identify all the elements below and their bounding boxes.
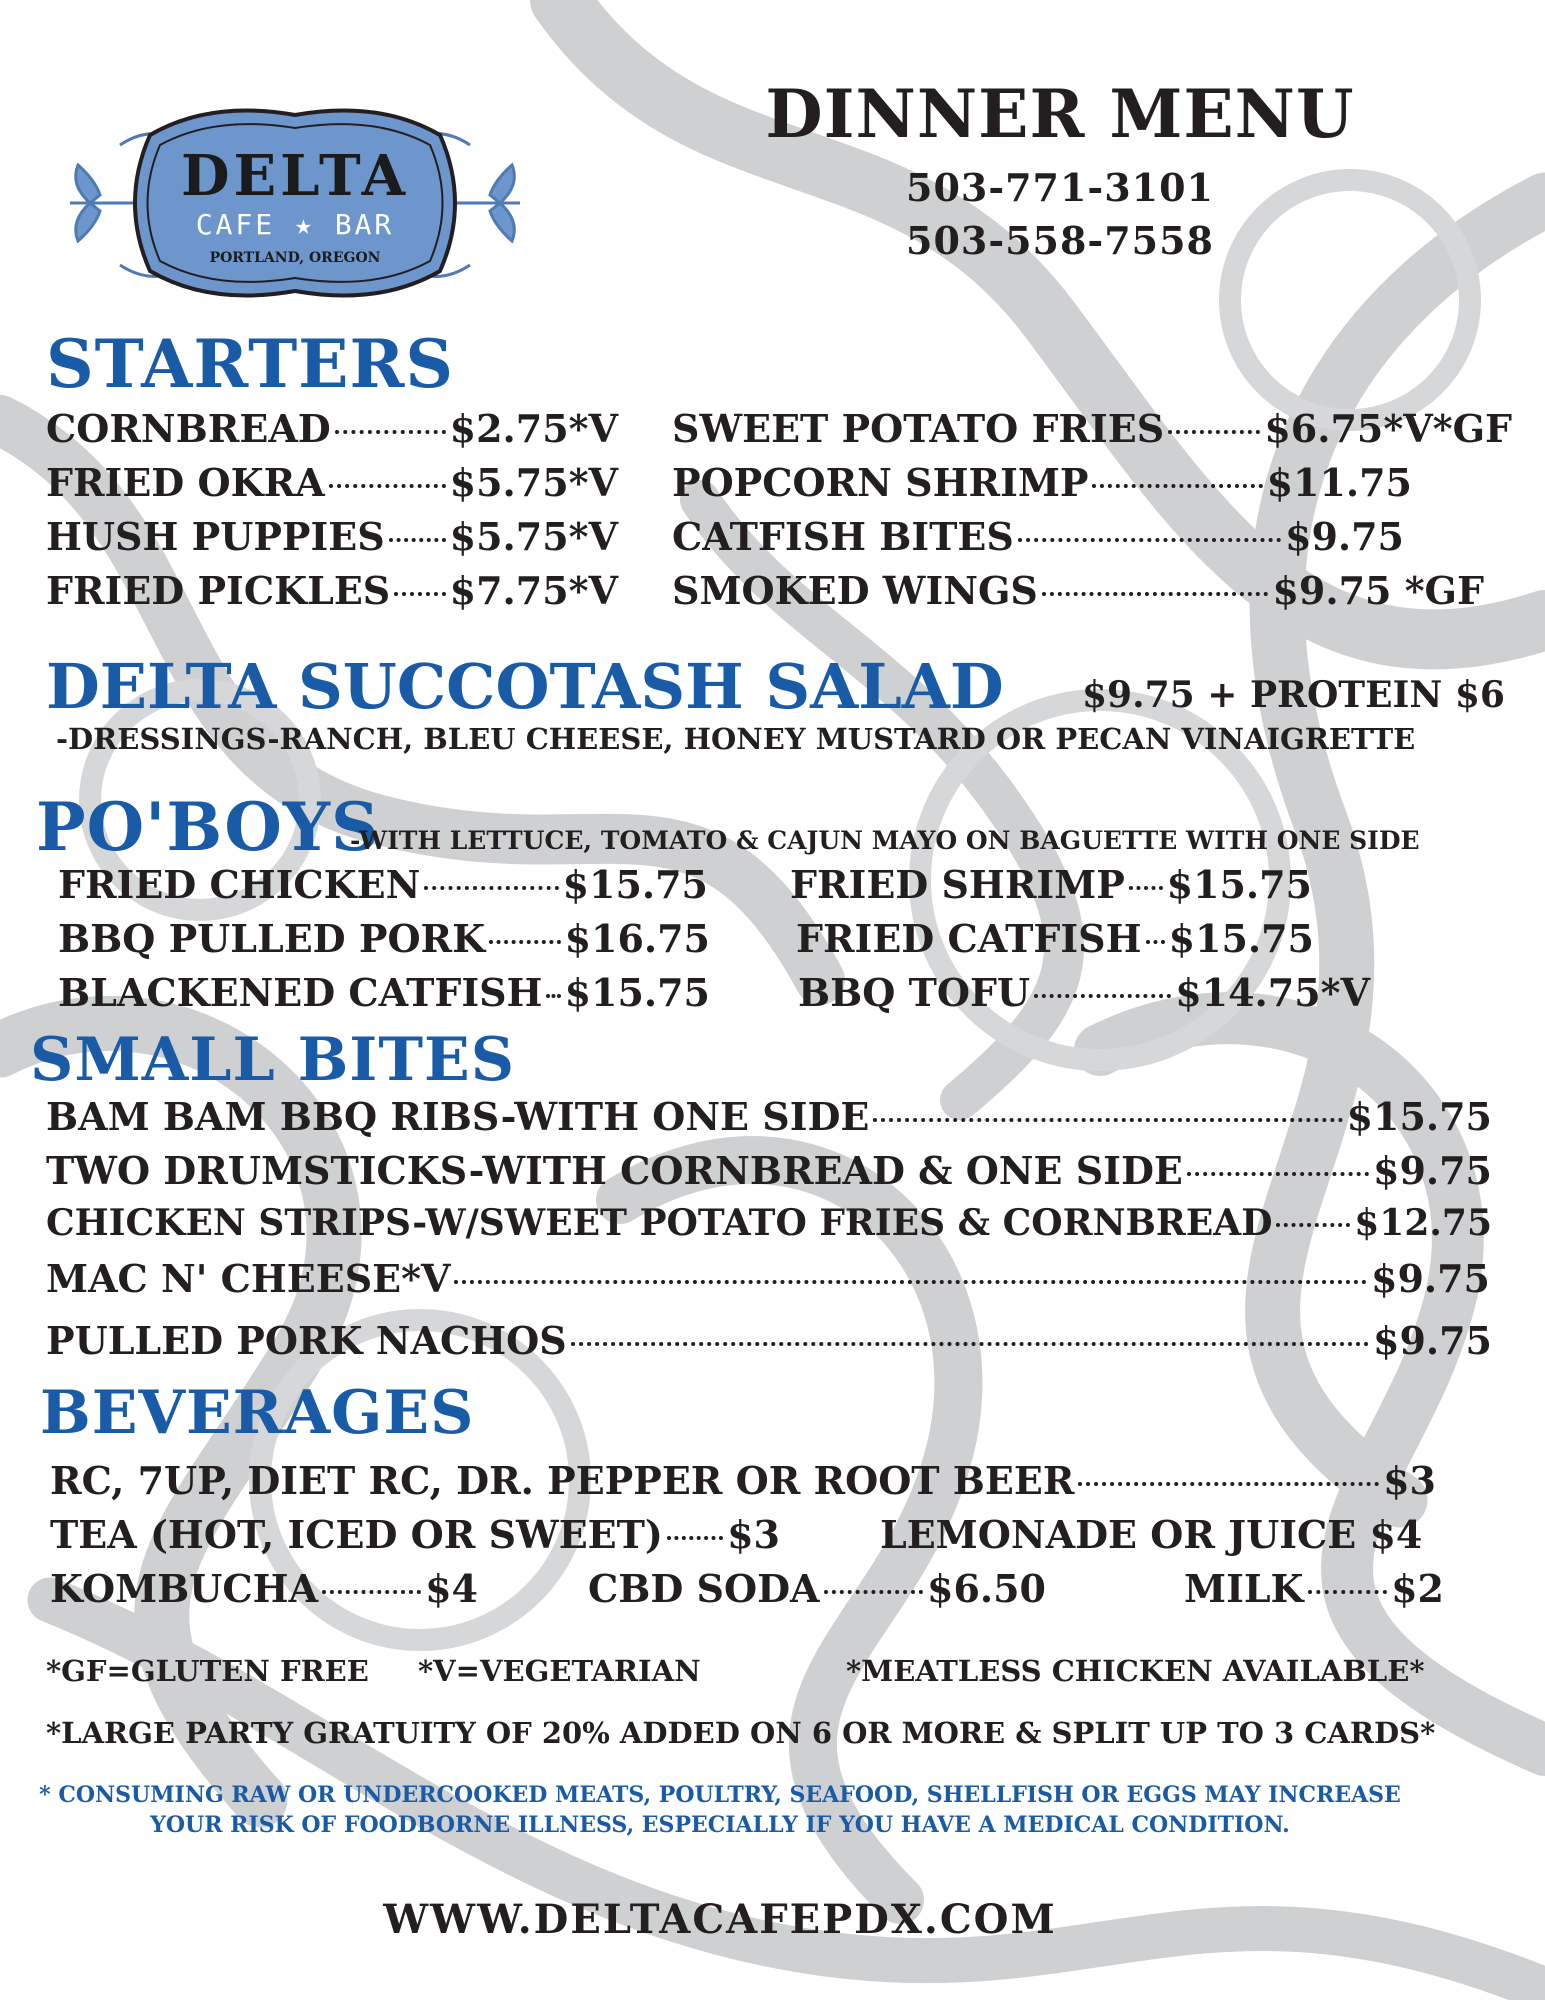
page-title: DINNER MENU <box>765 75 1355 153</box>
item-price: $5.75*V <box>449 460 618 505</box>
phone-number-2: 503-558-7558 <box>906 218 1214 263</box>
item-price: $6.50 <box>927 1566 1046 1611</box>
item-price: $4 <box>425 1566 478 1611</box>
starter-item <box>46 460 618 505</box>
poboy-item <box>58 916 710 961</box>
poboy-item <box>796 916 1314 961</box>
beverage-item <box>50 1566 478 1611</box>
item-name: RC, 7UP, DIET RC, DR. PEPPER OR ROOT BEER <box>50 1458 1075 1503</box>
item-name: BBQ TOFU <box>798 970 1031 1015</box>
item-name: MAC N' CHEESE*V <box>46 1256 451 1301</box>
website-link[interactable]: WWW.DELTACAFEPDX.COM <box>383 1896 1057 1943</box>
starter-item <box>672 406 1512 451</box>
item-price: $4 <box>1369 1512 1423 1557</box>
item-price: $15.75 <box>564 970 710 1015</box>
food-warning-line-1: * CONSUMING RAW OR UNDERCOOKED MEATS, POULTRY, SEAFOOD, SHELLFISH OR EGGS MAY INCREASE <box>39 1782 1401 1808</box>
item-name: FRIED OKRA <box>46 460 325 505</box>
item-price: $7.75*V <box>449 568 618 613</box>
item-name: BBQ PULLED PORK <box>58 916 486 961</box>
starter-item <box>46 514 618 559</box>
item-price: $15.75 <box>562 862 708 907</box>
item-price: $9.75 <box>1373 1318 1492 1363</box>
item-name: SMOKED WINGS <box>672 568 1038 613</box>
beverage-item <box>50 1512 780 1557</box>
salad-heading: DELTA SUCCOTASH SALAD <box>46 650 1004 723</box>
starter-item <box>46 568 618 613</box>
poboys-heading: PO'BOYS <box>36 788 380 866</box>
item-name: CBD SODA <box>588 1566 820 1611</box>
item-name: CATFISH BITES <box>672 514 1014 559</box>
item-price: $2 <box>1391 1566 1444 1611</box>
logo-location: PORTLAND, OREGON <box>209 250 381 266</box>
poboy-item <box>790 862 1312 907</box>
item-name: SWEET POTATO FRIES <box>672 406 1165 451</box>
beverage-item <box>1184 1566 1444 1611</box>
item-name: TWO DRUMSTICKS-WITH CORNBREAD & ONE SIDE <box>46 1148 1183 1193</box>
beverages-heading: BEVERAGES <box>40 1378 475 1448</box>
starter-item <box>672 460 1412 505</box>
starter-item <box>46 406 618 451</box>
item-name: FRIED CATFISH <box>796 916 1142 961</box>
item-price: $15.75 <box>1346 1094 1492 1139</box>
poboys-note: -WITH LETTUCE, TOMATO & CAJUN MAYO ON BAGUETTE WITH ONE SIDE <box>350 826 1420 855</box>
item-price: $16.75 <box>564 916 710 961</box>
item-price: $12.75 <box>1354 1202 1492 1244</box>
item-price: $9.75 <box>1373 1148 1492 1193</box>
item-price: $5.75*V <box>449 514 618 559</box>
beverage-item <box>588 1566 1046 1611</box>
item-name: CHICKEN STRIPS-W/SWEET POTATO FRIES & CORNBREAD <box>46 1202 1273 1244</box>
item-name: TEA (HOT, ICED OR SWEET) <box>50 1512 663 1557</box>
delta-logo <box>60 95 530 310</box>
item-name: POPCORN SHRIMP <box>672 460 1089 505</box>
item-name: BLACKENED CATFISH <box>58 970 543 1015</box>
starter-item <box>672 514 1404 559</box>
logo-name: DELTA <box>180 143 410 209</box>
item-name: KOMBUCHA <box>50 1566 319 1611</box>
gluten-free-note: *GF=GLUTEN FREE <box>46 1654 369 1688</box>
small-bite-item <box>46 1094 1492 1139</box>
item-price: $14.75*V <box>1175 970 1370 1015</box>
starter-item <box>672 568 1484 613</box>
poboy-item <box>58 970 710 1015</box>
small-bite-item <box>46 1318 1492 1363</box>
item-name: LEMONADE OR JUICE <box>880 1512 1357 1557</box>
item-name: FRIED PICKLES <box>46 568 391 613</box>
small-bite-item <box>46 1148 1492 1193</box>
meatless-note: *MEATLESS CHICKEN AVAILABLE* <box>846 1654 1425 1688</box>
salad-dressings: -DRESSINGS-RANCH, BLEU CHEESE, HONEY MUSTARD OR PECAN VINAIGRETTE <box>56 722 1416 756</box>
item-name: HUSH PUPPIES <box>46 514 385 559</box>
food-warning-line-2: YOUR RISK OF FOODBORNE ILLNESS, ESPECIALLY IF YOU HAVE A MEDICAL CONDITION. <box>150 1812 1290 1838</box>
item-name: PULLED PORK NACHOS <box>46 1318 567 1363</box>
poboy-item <box>798 970 1370 1015</box>
item-price: $3 <box>727 1512 780 1557</box>
item-price: $9.75 <box>1285 514 1404 559</box>
item-name: BAM BAM BBQ RIBS-WITH ONE SIDE <box>46 1094 870 1139</box>
item-price: $3 <box>1383 1458 1436 1503</box>
starters-heading: STARTERS <box>46 325 454 403</box>
salad-price: $9.75 + PROTEIN $6 <box>1082 674 1505 716</box>
small-bite-item <box>46 1256 1490 1301</box>
item-name: CORNBREAD <box>46 406 331 451</box>
small-bites-heading: SMALL BITES <box>30 1025 516 1095</box>
item-name: FRIED SHRIMP <box>790 862 1125 907</box>
beverage-item <box>880 1512 1422 1557</box>
item-price: $2.75*V <box>449 406 618 451</box>
item-price: $9.75 <box>1371 1256 1490 1301</box>
phone-number-1: 503-771-3101 <box>906 165 1214 210</box>
gratuity-note: *LARGE PARTY GRATUITY OF 20% ADDED ON 6 OR MORE & SPLIT UP TO 3 CARDS* <box>46 1716 1436 1750</box>
item-name: FRIED CHICKEN <box>58 862 421 907</box>
item-name: MILK <box>1184 1566 1304 1611</box>
logo-subtitle: CAFE ★ BAR <box>195 208 395 241</box>
item-price: $6.75*V*GF <box>1264 406 1512 451</box>
beverage-item <box>50 1458 1436 1503</box>
vegetarian-note: *V=VEGETARIAN <box>418 1654 701 1688</box>
item-price: $15.75 <box>1166 862 1312 907</box>
item-price: $9.75 *GF <box>1272 568 1484 613</box>
small-bite-item <box>46 1202 1492 1244</box>
poboy-item <box>58 862 708 907</box>
item-price: $11.75 <box>1266 460 1412 505</box>
item-price: $15.75 <box>1168 916 1314 961</box>
